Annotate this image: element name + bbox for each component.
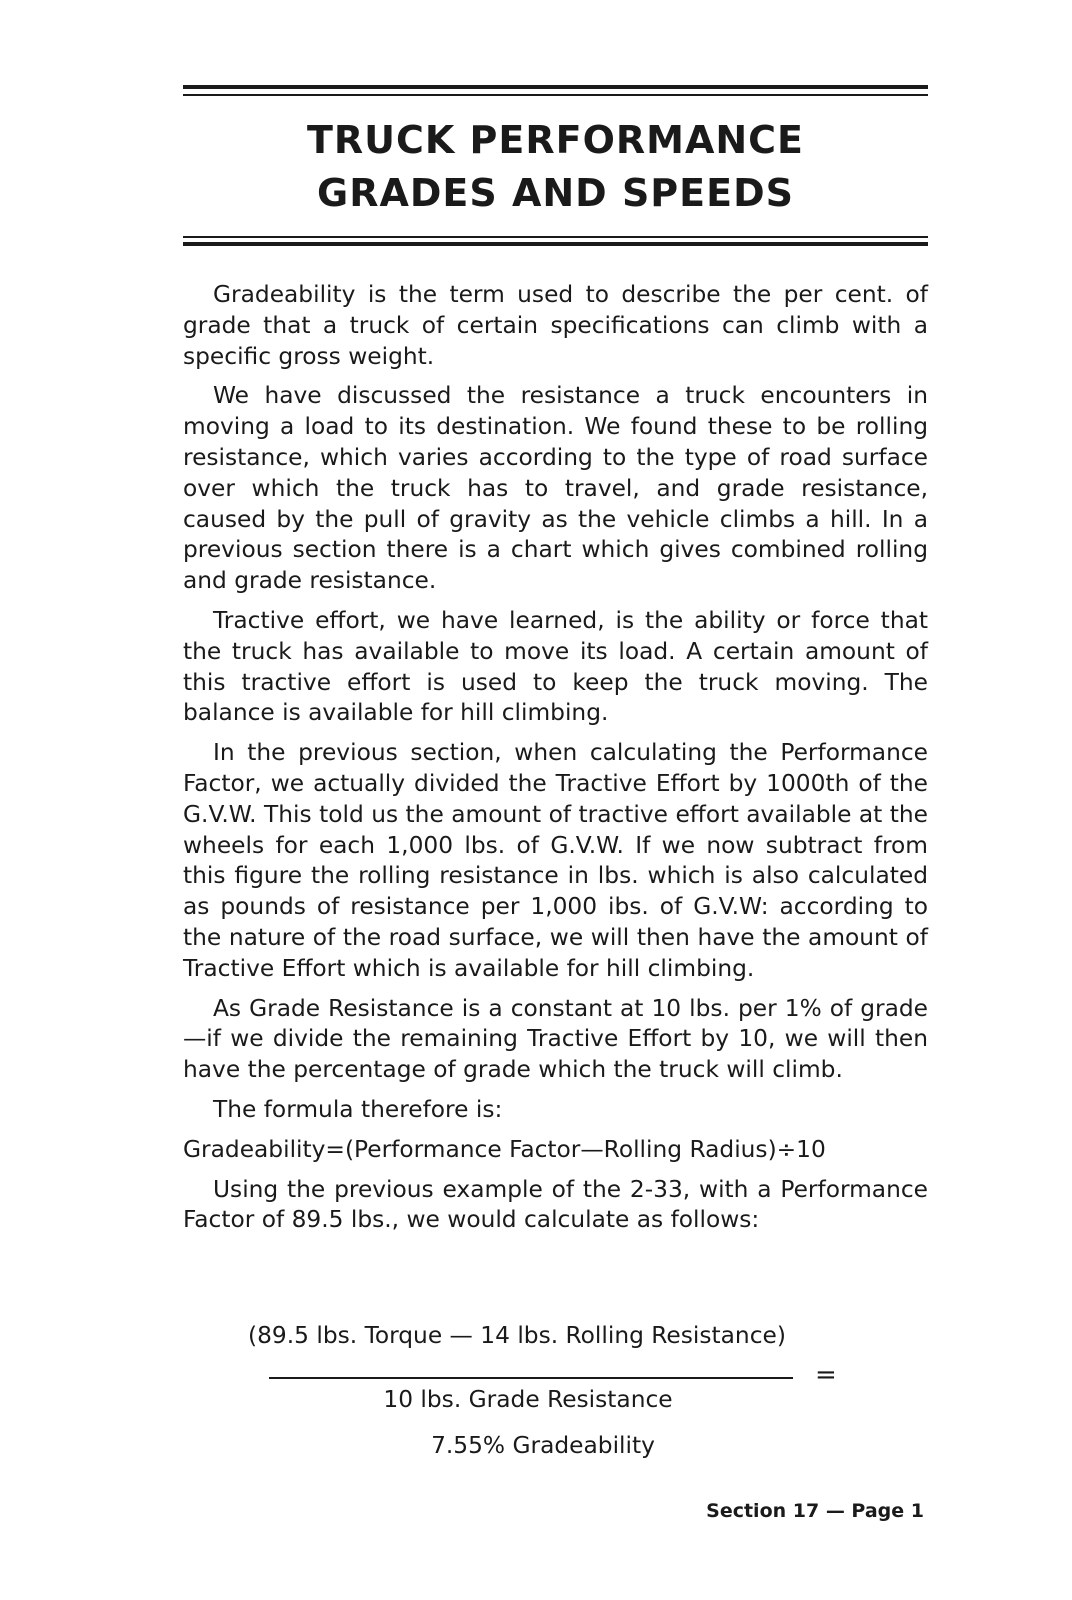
formula-intro: The formula therefore is: [213, 1095, 503, 1123]
page-title-line-1: TRUCK PERFORMANCE [306, 118, 805, 162]
fraction-denominator: 10 lbs. Grade Resistance [383, 1386, 673, 1413]
equals-sign: = [815, 1360, 837, 1390]
paragraph-tractive-effort: Tractive effort, we have learned, is the ability or force that the truck has available to move its load. A certain amount of this tractive effort is used to keep the truck moving. The balance is available for hill climbing. [183, 606, 928, 727]
paragraph-resistance: We have discussed the resistance a truck encounters in moving a load to its destination. We found these to be rolling resistance, which varies according to the type of road surface over which the truck has to travel, and grade resistance, caused by the pull of gravity as the vehicle climbs a hill. In a previous section there is a chart which gives combined rolling and grade resistance. [183, 382, 928, 595]
rule-thin-line [183, 236, 928, 238]
fraction-numerator: (89.5 lbs. Torque — 14 lbs. Rolling Resistance) [248, 1322, 786, 1349]
page-footer: Section 17 — Page 1 [706, 1500, 924, 1522]
paragraph-gradeability-definition: Gradeability is the term used to describe the per cent. of grade that a truck of certain specifications can climb with a specific gross weight. [183, 281, 928, 370]
example-intro: Using the previous example of the 2-33, with a Performance Factor of 89.5 lbs., we would calculate as follows: [183, 1175, 928, 1234]
paragraph-performance-factor: In the previous section, when calculating the Performance Factor, we actually divided the Tractive Effort by 1000th of the G.V.W. This told us the amount of tractive effort available at the wheels for each 1,000 lbs. of G.V.W. If we now subtract from this figure the rolling resistance in lbs. which is also calculated as pounds of resistance per 1,000 ibs. of G.V.W: according to the nature of the road surface, we will then have the amount of Tractive Effort which is available for hill climbing. [183, 739, 928, 982]
page-title-line-2: GRADES AND SPEEDS [317, 171, 794, 215]
fraction-bar [269, 1377, 793, 1379]
top-double-rule [183, 85, 928, 96]
body-text [183, 280, 928, 1245]
rule-thin-line [183, 94, 928, 96]
paragraph-grade-resistance: As Grade Resistance is a constant at 10 lbs. per 1% of grade—if we divide the remaining Tractive Effort by 10, we will then have the percentage of grade which the truck will climb. [183, 994, 928, 1084]
rule-thick-line [183, 85, 928, 89]
bottom-double-rule [183, 236, 928, 246]
rule-thick-line [183, 242, 928, 246]
gradeability-formula: Gradeability=(Performance Factor—Rolling Radius)÷10 [183, 1135, 826, 1163]
calculation-result: 7.55% Gradeability [431, 1432, 655, 1459]
